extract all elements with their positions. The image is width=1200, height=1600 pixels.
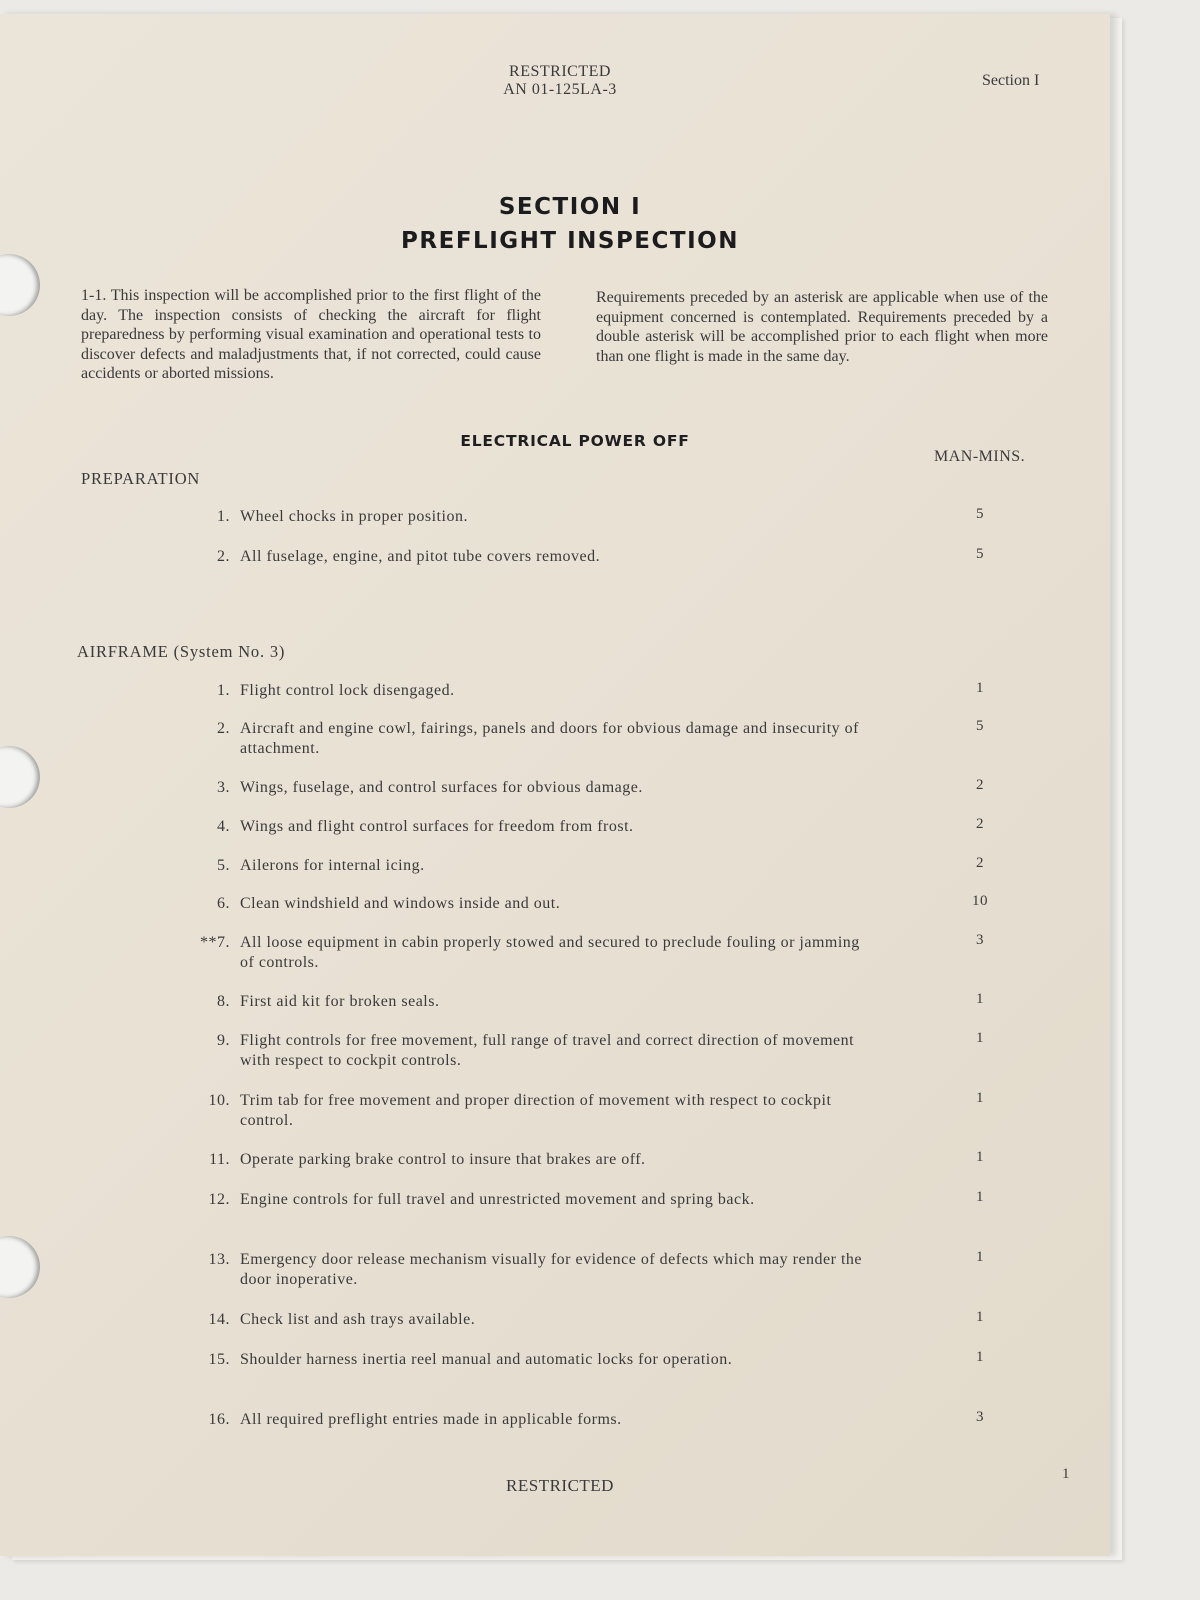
item-man-minutes: 1 — [976, 1189, 984, 1205]
header-section-tag: Section I — [982, 72, 1040, 89]
item-text: All fuselage, engine, and pitot tube covers removed. — [240, 548, 601, 565]
header-doc-number: AN 01-125LA-3 — [503, 81, 617, 98]
binder-hole — [0, 1236, 40, 1298]
item-number: 5. — [217, 857, 230, 874]
item-text: Trim tab for free movement and proper direction of movement with respect to cockpit control. — [240, 1092, 832, 1129]
item-man-minutes: 10 — [972, 893, 988, 909]
item-text: Wings and flight control surfaces for freedom from frost. — [240, 818, 634, 835]
item-number: 12. — [208, 1191, 230, 1208]
item-man-minutes: 3 — [976, 932, 984, 948]
intro-paragraph-left: 1-1. This inspection will be accomplished prior to the first flight of the day. The inspection consists of checking the aircraft for flight preparedness by performing visual examination and operational tests to discover defects and maladjustments that, if not corrected, could cause accidents or aborted missions. — [81, 287, 541, 382]
item-man-minutes: 2 — [976, 855, 984, 871]
item-number: 14. — [208, 1311, 230, 1328]
item-text: Wheel chocks in proper position. — [240, 508, 468, 525]
item-number: 16. — [208, 1411, 230, 1428]
item-text: Emergency door release mechanism visually for evidence of defects which may render the door inoperative. — [240, 1251, 863, 1288]
section-subtitle: PREFLIGHT INSPECTION — [401, 228, 739, 254]
item-man-minutes: 1 — [976, 1249, 984, 1265]
item-text: Flight controls for free movement, full range of travel and correct direction of movement with respect to cockpit controls. — [240, 1032, 855, 1069]
item-man-minutes: 1 — [976, 1309, 984, 1325]
subheading-power-off: ELECTRICAL POWER OFF — [460, 432, 690, 450]
item-number: 2. — [217, 548, 230, 565]
item-text: Aircraft and engine cowl, fairings, panels and doors for obvious damage and insecurity of attachment. — [240, 720, 859, 757]
item-text: Shoulder harness inertia reel manual and automatic locks for operation. — [240, 1351, 733, 1368]
item-number: 1. — [217, 682, 230, 699]
item-text: Clean windshield and windows inside and out. — [240, 895, 561, 912]
item-number: 9. — [217, 1032, 230, 1049]
item-man-minutes: 1 — [976, 1349, 984, 1365]
item-man-minutes: 2 — [976, 777, 984, 793]
item-text: Flight control lock disengaged. — [240, 682, 455, 699]
group-label-preparation: PREPARATION — [81, 469, 201, 488]
item-man-minutes: 2 — [976, 816, 984, 832]
item-number: 11. — [209, 1151, 230, 1168]
item-man-minutes: 3 — [976, 1409, 984, 1425]
item-text: Check list and ash trays available. — [240, 1311, 476, 1328]
item-number: **7. — [200, 934, 230, 951]
item-number: 3. — [217, 779, 230, 796]
item-man-minutes: 1 — [976, 1149, 984, 1165]
item-man-minutes: 5 — [976, 546, 984, 562]
item-text: All loose equipment in cabin properly stowed and secured to preclude fouling or jamming of controls. — [240, 934, 860, 971]
intro-paragraph-right: Requirements preceded by an asterisk are applicable when use of the equipment concerned is contemplated. Requirements preceded by a double asterisk will be accomplished prior to each flight when more than one flight is made in the same day. — [596, 289, 1048, 365]
group-label-airframe: AIRFRAME (System No. 3) — [77, 642, 286, 661]
binder-hole — [0, 746, 40, 808]
item-number: 15. — [208, 1351, 230, 1368]
page-number: 1 — [1062, 1466, 1070, 1482]
item-text: Operate parking brake control to insure that brakes are off. — [240, 1151, 646, 1168]
item-text: Wings, fuselage, and control surfaces for obvious damage. — [240, 779, 643, 796]
binder-hole — [0, 254, 40, 316]
item-man-minutes: 1 — [976, 991, 984, 1007]
item-man-minutes: 5 — [976, 506, 984, 522]
item-number: 2. — [217, 720, 230, 737]
item-man-minutes: 1 — [976, 680, 984, 696]
header-classification: RESTRICTED — [509, 63, 611, 80]
item-number: 8. — [217, 993, 230, 1010]
item-text: All required preflight entries made in applicable forms. — [240, 1411, 622, 1428]
item-man-minutes: 1 — [976, 1090, 984, 1106]
item-text: Ailerons for internal icing. — [240, 857, 425, 874]
footer-classification: RESTRICTED — [506, 1476, 614, 1495]
item-text: Engine controls for full travel and unrestricted movement and spring back. — [240, 1191, 755, 1208]
item-number: 4. — [217, 818, 230, 835]
item-number: 10. — [208, 1092, 230, 1109]
item-number: 6. — [217, 895, 230, 912]
item-number: 1. — [217, 508, 230, 525]
item-man-minutes: 5 — [976, 718, 984, 734]
document-page — [0, 14, 1110, 1556]
section-title: SECTION I — [498, 194, 642, 220]
item-number: 13. — [208, 1251, 230, 1268]
column-header-man-mins: MAN-MINS. — [934, 448, 1026, 465]
item-man-minutes: 1 — [976, 1030, 984, 1046]
item-text: First aid kit for broken seals. — [240, 993, 440, 1010]
